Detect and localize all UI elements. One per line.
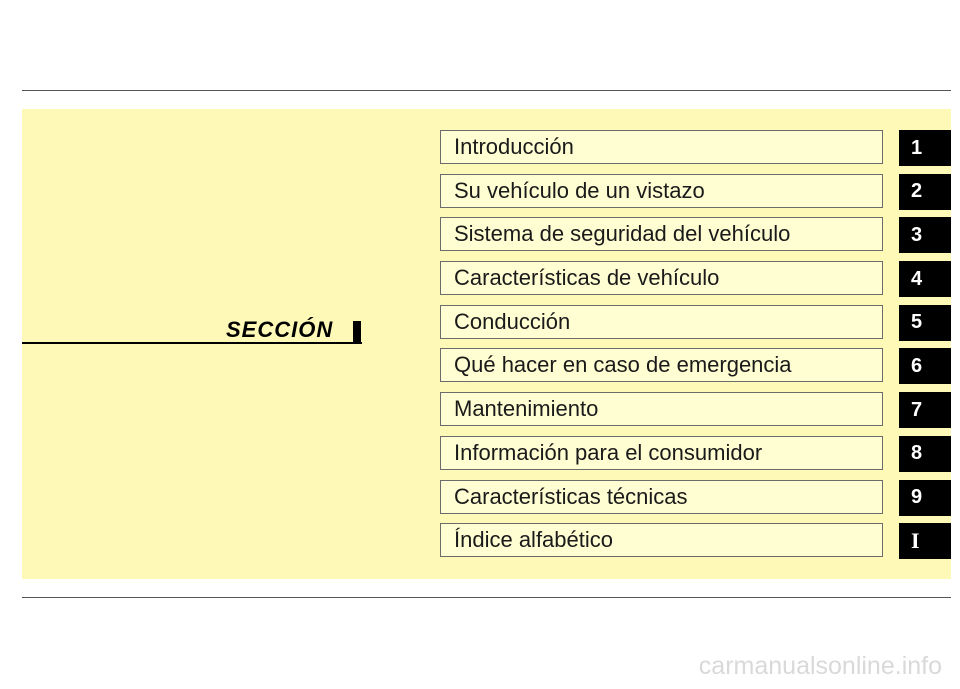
toc-item-number-tab[interactable]: I [899,523,951,559]
toc-item-number-tab[interactable]: 4 [899,261,951,297]
toc-item-label[interactable]: Su vehículo de un vistazo [440,174,883,208]
toc-item-4[interactable] [440,261,951,297]
toc-item-label[interactable]: Sistema de seguridad del vehículo [440,217,883,251]
section-heading [22,109,384,454]
toc-item-3[interactable] [440,217,951,253]
section-marker-bar [353,321,361,342]
toc-item-number-tab[interactable]: 8 [899,436,951,472]
toc-item-9[interactable] [440,480,951,516]
contents-panel [22,109,951,579]
toc-item-label[interactable]: Qué hacer en caso de emergencia [440,348,883,382]
toc-item-number-tab[interactable]: 2 [899,174,951,210]
toc-item-label[interactable]: Características técnicas [440,480,883,514]
toc-item-number-tab[interactable]: 7 [899,392,951,428]
toc-item-1[interactable] [440,130,951,166]
toc-item-2[interactable] [440,174,951,210]
section-underline [22,342,362,344]
toc-item-number-tab[interactable]: 6 [899,348,951,384]
bottom-rule [22,597,951,598]
toc-item-index[interactable] [440,523,951,559]
watermark: carmanualsonline.info [698,652,942,680]
toc-item-number-tab[interactable]: 5 [899,305,951,341]
table-of-contents [440,130,951,567]
toc-item-label[interactable]: Mantenimiento [440,392,883,426]
toc-item-number-tab[interactable]: 3 [899,217,951,253]
toc-item-number-tab[interactable]: 1 [899,130,951,166]
toc-item-label[interactable]: Índice alfabético [440,523,883,557]
toc-item-label[interactable]: Características de vehículo [440,261,883,295]
top-rule [22,90,951,91]
toc-item-8[interactable] [440,436,951,472]
toc-item-6[interactable] [440,348,951,384]
toc-item-7[interactable] [440,392,951,428]
toc-item-label[interactable]: Información para el consumidor [440,436,883,470]
toc-item-number-tab[interactable]: 9 [899,480,951,516]
toc-item-label[interactable]: Introducción [440,130,883,164]
section-title: SECCIÓN [226,317,334,342]
toc-item-label[interactable]: Conducción [440,305,883,339]
toc-item-5[interactable] [440,305,951,341]
